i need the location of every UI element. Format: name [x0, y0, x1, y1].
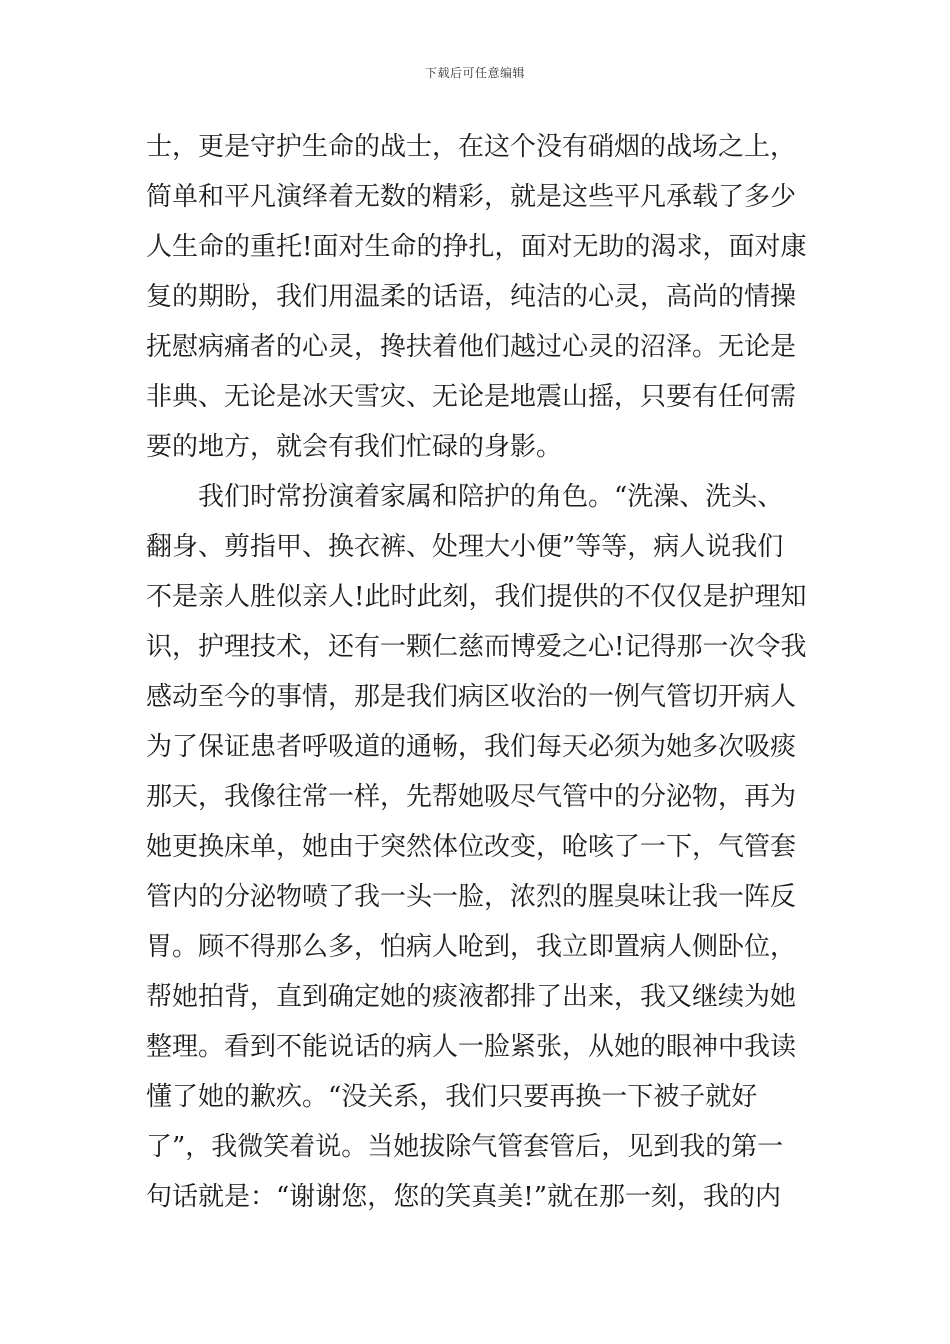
text-line: 复的期盼，我们用温柔的话语，纯洁的心灵，高尚的情操: [146, 282, 797, 312]
text-line: 抚慰病痛者的心灵，搀扶着他们越过心灵的沼泽。无论是: [146, 332, 797, 362]
text-line: 管内的分泌物喷了我一头一脸，浓烈的腥臭味让我一阵反: [146, 882, 797, 912]
text-line: 士，更是守护生命的战士，在这个没有硝烟的战场之上，: [146, 132, 797, 162]
text-line: 帮她拍背，直到确定她的痰液都排了出来，我又继续为她: [146, 982, 797, 1012]
document-body: [146, 122, 826, 1222]
text-line: 整理。看到不能说话的病人一脸紧张，从她的眼神中我读: [146, 1032, 797, 1062]
text-line: 要的地方，就会有我们忙碌的身影。: [146, 432, 563, 462]
text-line: 那天，我像往常一样，先帮她吸尽气管中的分泌物，再为: [146, 782, 797, 812]
text-line: 不是亲人胜似亲人!此时此刻，我们提供的不仅仅是护理知: [146, 582, 807, 612]
text-line: 简单和平凡演绎着无数的精彩，就是这些平凡承载了多少: [146, 182, 797, 212]
page-header: 下载后可任意编辑: [424, 66, 525, 80]
text-line: 翻身、剪指甲、换衣裤、处理大小便”等等，病人说我们: [146, 532, 784, 562]
text-line: 懂了她的歉疚。“没关系，我们只要再换一下被子就好: [146, 1082, 758, 1112]
text-line: 为了保证患者呼吸道的通畅，我们每天必须为她多次吸痰: [146, 732, 797, 762]
text-line: 人生命的重托!面对生命的挣扎，面对无助的渴求，面对康: [146, 232, 807, 262]
text-line: 句话就是：“谢谢您，您的笑真美!”就在那一刻，我的内: [146, 1182, 782, 1212]
text-line: 非典、无论是冰天雪灾、无论是地震山摇，只要有任何需: [146, 382, 797, 412]
text-line: 了”，我微笑着说。当她拔除气管套管后，见到我的第一: [146, 1132, 784, 1162]
text-line: 胃。顾不得那么多，怕病人呛到，我立即置病人侧卧位，: [146, 932, 797, 962]
text-line: 感动至今的事情，那是我们病区收治的一例气管切开病人: [146, 682, 797, 712]
text-line: 我们时常扮演着家属和陪护的角色。“洗澡、洗头、: [146, 482, 784, 512]
text-line: 她更换床单，她由于突然体位改变，呛咳了一下，气管套: [146, 832, 797, 862]
text-line: 识，护理技术，还有一颗仁慈而博爱之心!记得那一次令我: [146, 632, 807, 662]
